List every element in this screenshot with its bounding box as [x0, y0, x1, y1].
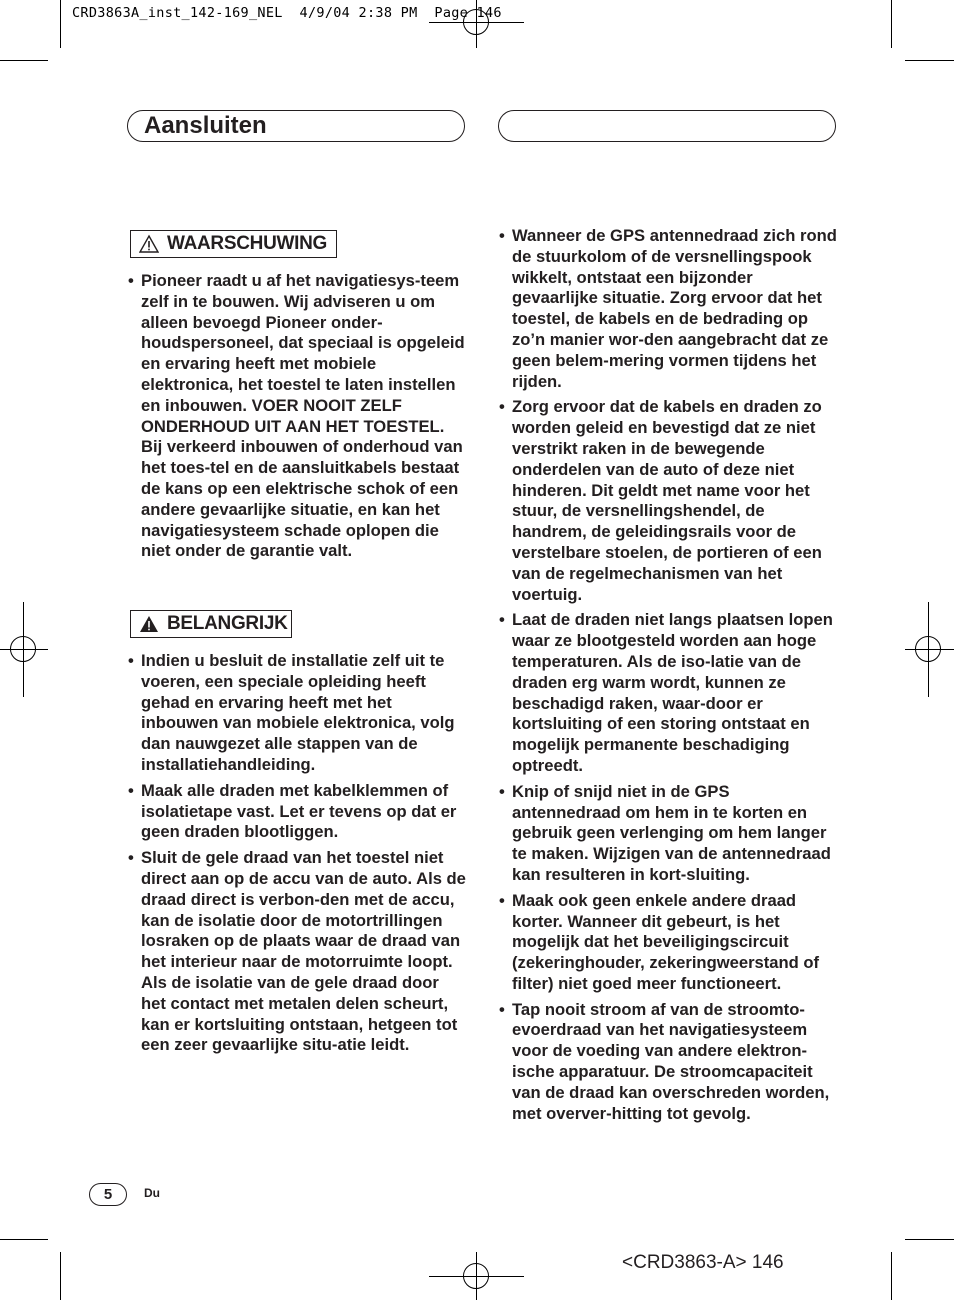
- list-item: • Tap nooit stroom af van de stroomto-evoerdraad van het navigatiesysteem voor de voeding van andere elektron-ische apparatuur. De stroomcapaciteit van de draad kan overschreden worden, met overver-hitting tot gevolg.: [499, 1000, 839, 1125]
- crop-mark: [0, 1239, 48, 1240]
- important-box: [130, 610, 292, 638]
- list-item: • Wanneer de GPS antennedraad zich rond de stuurkolom of de versnellingspook wikkelt, ontstaat een bijzonder gevaarlijke situatie. Zorg ervoor dat het toestel, de kabels en de bedrading op zo’n manier wor-den aangebracht dat ze geen belem-mering vormen tijdens het rijden.: [499, 226, 839, 392]
- page-number: 5: [89, 1183, 127, 1206]
- crop-mark: [60, 0, 61, 48]
- header-bar-empty: [498, 110, 836, 142]
- right-list: [499, 226, 839, 1124]
- warning-label: WAARSCHUWING: [167, 233, 327, 254]
- crop-mark: [905, 60, 954, 61]
- document-code: <CRD3863-A> 146: [622, 1252, 784, 1273]
- crop-mark: [60, 1252, 61, 1300]
- list-item: • Pioneer raadt u af het navigatiesys-teem zelf in te bouwen. Wij adviseren u om alleen bevoegd Pioneer onder-houdspersoneel, dat speciaal is opgeleid en ervaring heeft met mobiele elektronica, het toestel te laten instellen en inbouwen. VOER NOOIT ZELF ONDERHOUD UIT AAN HET TOESTEL. Bij verkeerd inbouwen of onderhoud van het toes-tel en de aansluitkabels bestaat de kans op een elektrische schok of een andere gevaarlijke situatie, en kan het navigatiesysteem schade oplopen die niet onder de garantie valt.: [128, 271, 468, 562]
- crop-mark: [891, 0, 892, 48]
- list-item: • Zorg ervoor dat de kabels en draden zo worden geleid en bevestigd dat ze niet verstrikt raken in de bewegende onderdelen van de auto of deze niet hinderen. Dit geldt met name voor het stuur, de versnellingshendel, de handrem, de geleidingsrails voor de verstelbare stoelen, de portieren of een van de regelmechanismen van het voertuig.: [499, 397, 839, 605]
- language-code: Du: [144, 1186, 160, 1200]
- list-item: • Indien u besluit de installatie zelf uit te voeren, een speciale opleiding heeft gehad en ervaring heeft met het inbouwen van mobiele elektronica, volg dan nauwgezet alle stappen van de installatiehandleiding.: [128, 651, 468, 776]
- list-item: • Maak ook geen enkele andere draad korter. Wanneer dit gebeurt, is het mogelijk dat het beveiligingscircuit (zekeringhouder, zekeringweerstand of filter) niet goed meer functioneert.: [499, 891, 839, 995]
- crop-mark: [0, 60, 48, 61]
- left-column: [128, 271, 468, 567]
- left-column-important: [128, 651, 468, 1061]
- section-title: Aansluiten: [144, 112, 267, 139]
- crop-mark: [905, 1239, 954, 1240]
- right-column: [499, 226, 839, 1129]
- list-item: • Laat de draden niet langs plaatsen lopen waar ze blootgesteld worden aan hoge temperaturen. Als de iso-latie van de draden erg warm wordt, kunnen ze beschadigd raken, waar-door er kortsluiting of een storing ontstaat en mogelijk permanente beschadiging optreedt.: [499, 610, 839, 776]
- list-item: • Knip of snijd niet in de GPS antennedraad om hem in te korten en gebruik geen verlenging om hem langer te maken. Wijzigen van de antennedraad kan resulteren in kort-sluiting.: [499, 782, 839, 886]
- warning-outline-icon: [139, 234, 159, 254]
- section-header: [127, 110, 465, 142]
- important-list: [128, 651, 468, 1056]
- warning-list: [128, 271, 468, 562]
- important-label: BELANGRIJK: [167, 613, 288, 634]
- list-item: • Sluit de gele draad van het toestel niet direct aan op de accu van de auto. Als de draad direct is verbon-den met de accu, kan de isolatie door de motortrillingen losraken op de plaats waar de draad van het interieur naar de motorruimte loopt. Als de isolatie van de gele draad door het contact met metalen delen scheurt, kan er kortsluiting ontstaan, hetgeen tot een zeer gevaarlijke situ-atie leidt.: [128, 848, 468, 1056]
- warning-box: [130, 230, 337, 258]
- crop-mark: [891, 1252, 892, 1300]
- list-item: • Maak alle draden met kabelklemmen of isolatietape vast. Let er tevens op dat er geen draden blootliggen.: [128, 781, 468, 843]
- warning-filled-icon: [139, 614, 159, 634]
- print-slug: CRD3863A_inst_142-169_NEL 4/9/04 2:38 PM Page 146: [72, 5, 502, 21]
